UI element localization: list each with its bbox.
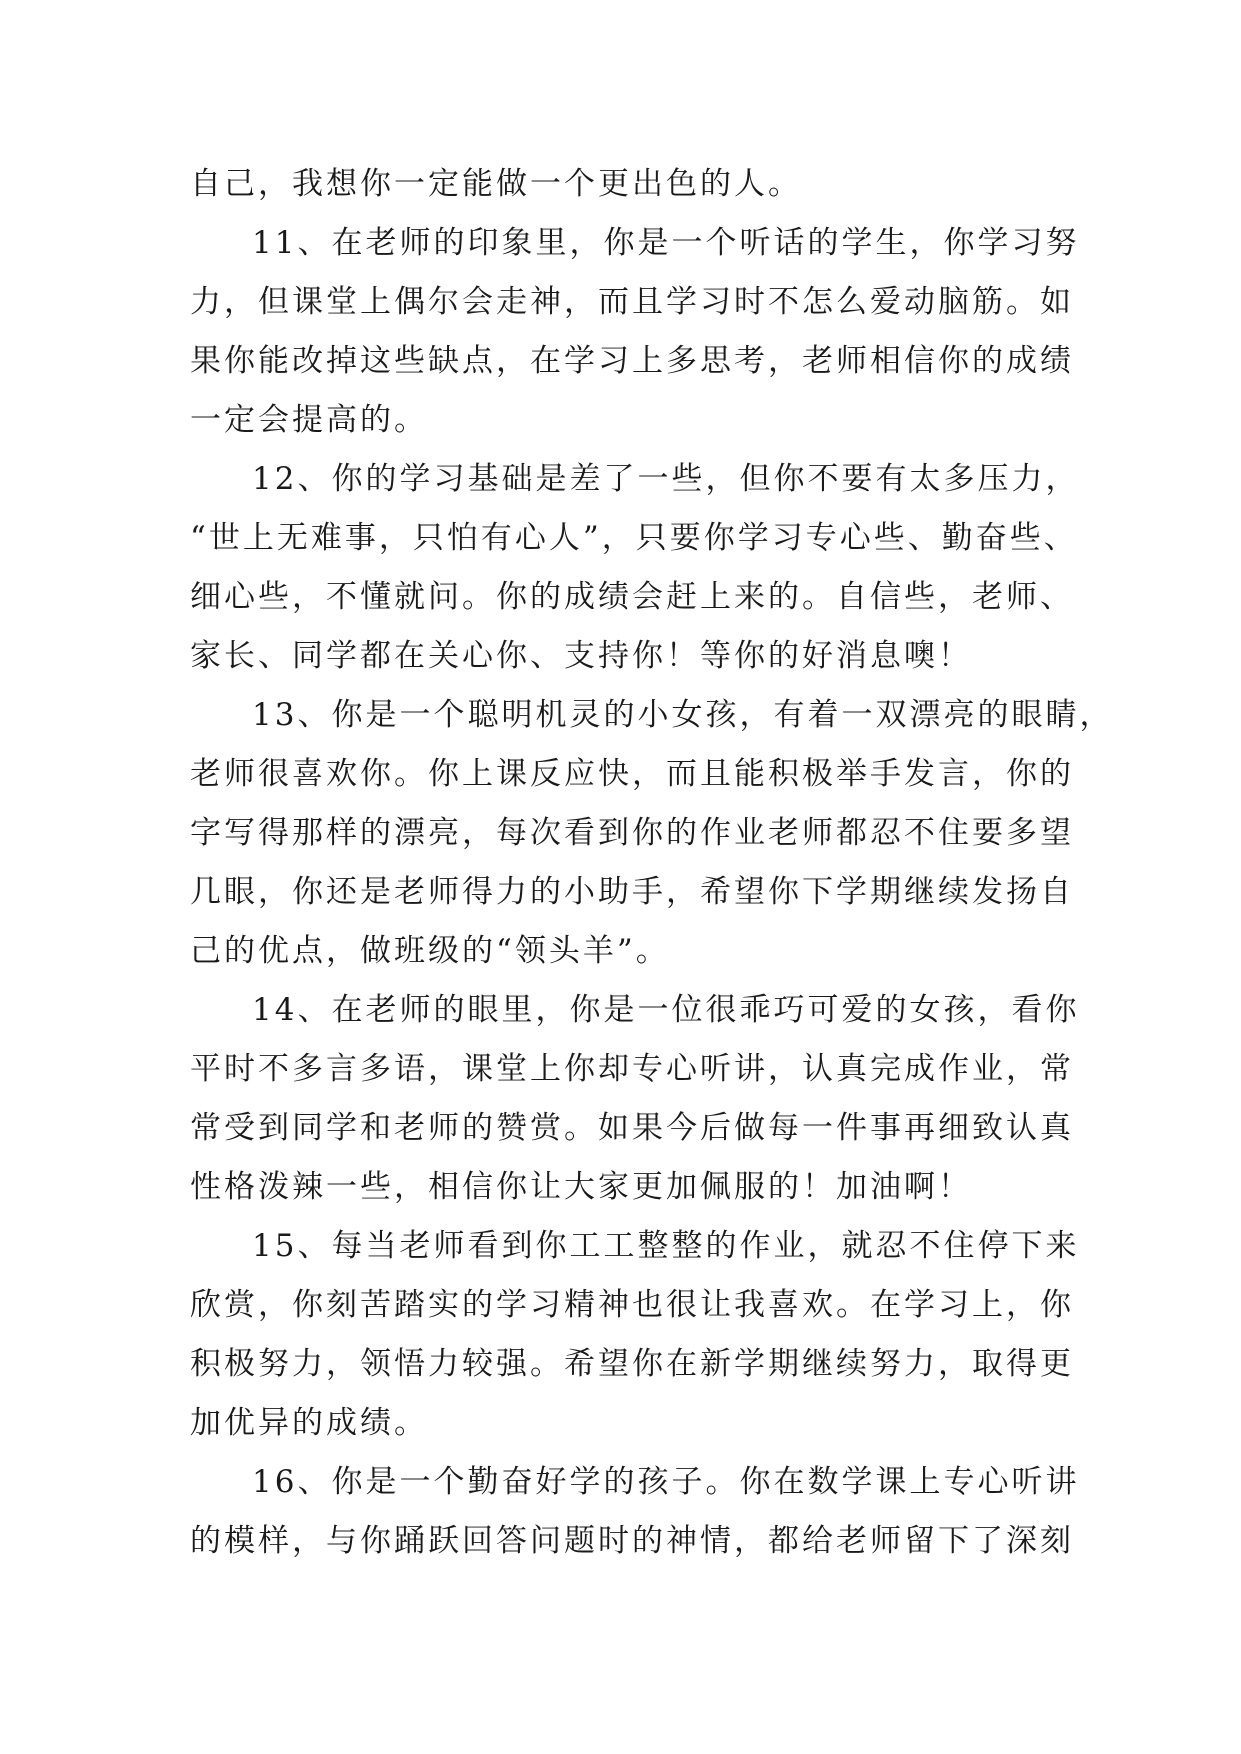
text-line: 15、每当老师看到你工工整整的作业，就忍不住停下来 <box>252 1228 1080 1264</box>
text-line: 12、你的学习基础是差了一些，但你不要有太多压力， <box>252 461 1080 497</box>
text-line: 力，但课堂上偶尔会走神，而且学习时不怎么爱动脑筋。如 <box>190 284 1074 320</box>
text-line: 积极努力，领悟力较强。希望你在新学期继续努力，取得更 <box>190 1346 1074 1382</box>
text-line: 的模样，与你踊跃回答问题时的神情，都给老师留下了深刻 <box>190 1523 1074 1559</box>
text-line: 13、你是一个聪明机灵的小女孩，有着一双漂亮的眼睛， <box>252 697 1114 733</box>
text-line: 常受到同学和老师的赞赏。如果今后做每一件事再细致认真 <box>190 1110 1074 1146</box>
text-line: 果你能改掉这些缺点，在学习上多思考，老师相信你的成绩 <box>190 343 1074 379</box>
text-line: 己的优点，做班级的“领头羊”。 <box>190 933 670 969</box>
text-line: 性格泼辣一些，相信你让大家更加佩服的！加油啊！ <box>190 1169 972 1205</box>
text-line: 加优异的成绩。 <box>190 1405 428 1441</box>
text-line: 16、你是一个勤奋好学的孩子。你在数学课上专心听讲 <box>252 1464 1080 1500</box>
text-line: 家长、同学都在关心你、支持你！等你的好消息噢！ <box>190 638 972 674</box>
text-line: 欣赏，你刻苦踏实的学习精神也很让我喜欢。在学习上，你 <box>190 1287 1074 1323</box>
text-line: 老师很喜欢你。你上课反应快，而且能积极举手发言，你的 <box>190 756 1074 792</box>
text-line: 一定会提高的。 <box>190 402 428 438</box>
document-body <box>190 155 1114 1571</box>
text-line: 平时不多言多语，课堂上你却专心听讲，认真完成作业，常 <box>190 1051 1074 1087</box>
text-line: 几眼，你还是老师得力的小助手，希望你下学期继续发扬自 <box>190 874 1074 910</box>
text-line: 自己，我想你一定能做一个更出色的人。 <box>190 166 802 202</box>
text-line: 14、在老师的眼里，你是一位很乖巧可爱的女孩，看你 <box>252 992 1080 1028</box>
text-line: 11、在老师的印象里，你是一个听话的学生，你学习努 <box>252 225 1080 261</box>
text-line: 细心些，不懂就问。你的成绩会赶上来的。自信些，老师、 <box>190 579 1074 615</box>
text-line: “世上无难事，只怕有心人”，只要你学习专心些、勤奋些、 <box>190 520 1078 556</box>
text-line: 字写得那样的漂亮，每次看到你的作业老师都忍不住要多望 <box>190 815 1074 851</box>
